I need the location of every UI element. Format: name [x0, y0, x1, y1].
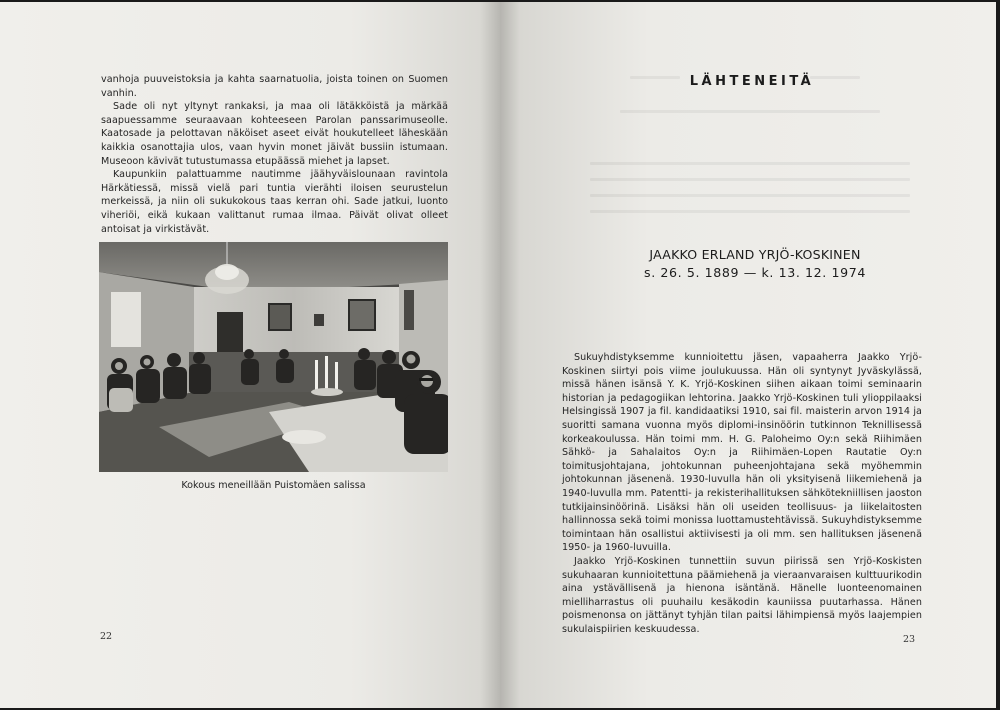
show-through [590, 178, 910, 181]
person-name: JAAKKO ERLAND YRJÖ-KOSKINEN [649, 247, 861, 262]
right-page [500, 2, 996, 708]
obituary-paragraph-2: Jaakko Yrjö-Koskinen tunnettiin suvun piirissä sen Yrjö-Koskisten sukuhaaran kunnioitettuna päämiehenä ja vieraanvaraisen kulttuurikodin aina ystävällisenä ja hienona isäntänä. Hänelle luonteenomainen mielliharrastus oli puuhailu kesäkodin kauniissa puutarhassa. Hänen poismenonsa on jättänyt tyhjän tilan paitsi lähimpiensä myös laajempien sukulaispiirien keskuudessa. [562, 555, 922, 635]
page-number-left: 22 [100, 631, 113, 642]
left-paragraph-3: Kaupunkiin palattuamme nautimme jäähyväislounaan ravintola Härkätiessä, missä vielä pari tuntia vierähti iloisen seurustelun merkeissä, ja niin oli sukukokous taas kerran ohi. Sade jatkui, luonto viheriöi, eikä kukaan valittanut rumaa ilmaa. Päivät olivat olleet antoisat ja virkistävät. [101, 169, 448, 235]
person-dates: s. 26. 5. 1889 — k. 13. 12. 1974 [644, 265, 866, 280]
show-through [590, 162, 910, 165]
photo-caption: Kokous meneillään Puistomäen salissa [181, 480, 366, 491]
section-title: LÄHTENEITÄ [689, 74, 815, 89]
show-through [620, 110, 880, 113]
obituary-text [562, 351, 922, 636]
page-number-right: 23 [903, 634, 916, 645]
show-through [590, 210, 910, 213]
obituary-paragraph-1: Sukuyhdistyksemme kunnioitettu jäsen, vapaaherra Jaakko Yrjö-Koskinen siirtyi pois viime joulukuussa. Hän oli syntynyt Jyväskylässä, missä hänen isänsä Y. K. Yrjö-Koskinen siihen aikaan toimi seminaarin historian ja pedagogiikan lehtorina. Jaakko Yrjö-Koskinen tuli ylioppilaaksi Helsingissä 1907 ja fil. kandidaatiksi 1910, sai fil. maisterin arvon 1914 ja suoritti samana vuonna myös diplomi-insinöörin tutkinnon Teknillisessä korkeakoulussa. Hän toimi mm. H. G. Paloheimo Oy:n sekä Riihimäen Sähkö- ja Sahalaitos Oy:n ja Riihimäen-Lopen Rautatie Oy:n toimitusjohtajana, johtokunnan puheenjohtajana sekä myöhemmin johtokunnan jäsenenä. 1930-luvulla hän oli yksityisenä liikemiehenä ja 1940-luvulla mm. Patentti- ja rekisterihallituksen sähkötekniillisen jaoston tutkijainsinöörinä. Lisäksi hän oli useiden teollisuus- ja liikelaitosten hallinnossa sekä toimi monissa luottamustehtävissä. Sukuyhdistyksemme toimintaan hän osallistui aktiivisesti ja oli mm. sen hallituksen jäsenenä 1950- ja 1960-luvuilla. [562, 352, 922, 554]
meeting-photo [99, 242, 448, 472]
left-page [0, 2, 500, 708]
show-through [590, 194, 910, 197]
left-page-text [101, 73, 448, 236]
left-paragraph-2: Sade oli nyt yltynyt rankaksi, ja maa oli lätäkköistä ja märkää saapuessamme seuraavaan kohteeseen Parolan panssarimuseolle. Kaatosade ja pelottavan näköiset aseet eivät houkutelleet läheskään kaikkia osanottajia ulos, vaan hyvin monet jäivät bussiin istumaan. Museoon kävivät tutustumassa etupäässä miehet ja lapset. [101, 101, 448, 167]
left-paragraph-1: vanhoja puuveistoksia ja kahta saarnatuolia, joista toinen on Suomen vanhin. [101, 74, 448, 99]
